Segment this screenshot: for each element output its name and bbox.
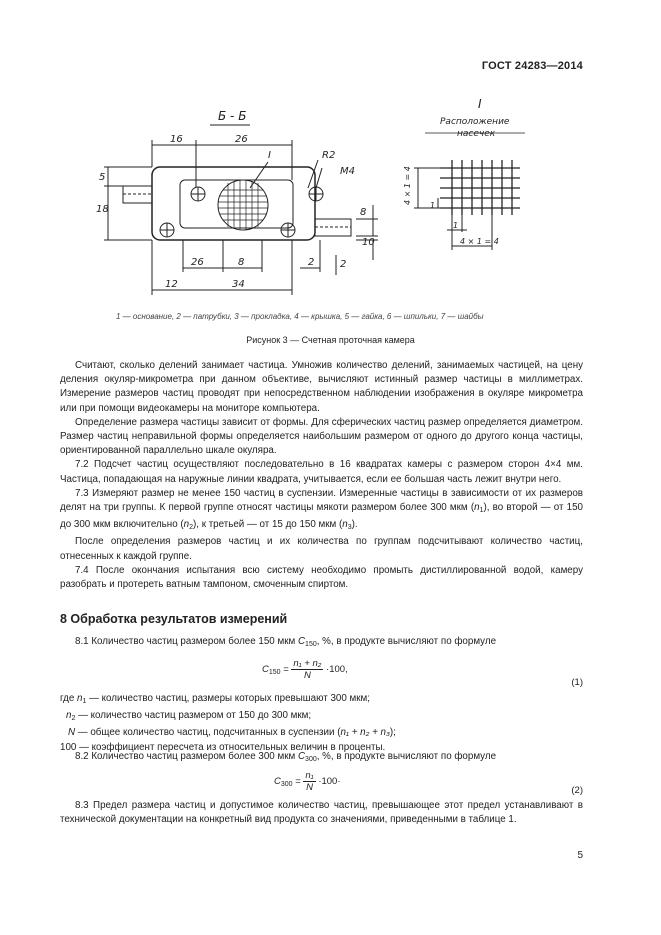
dim-26-bottom: 26 [191, 257, 204, 268]
paragraph-p2: Определение размера частицы зависит от формы. Для сферических частиц размер определяется диаметром. Размер частиц неправильной формы определяется наибольшим размером от одного до другого конца частицы, ориентированной параллельно шкале окуляра. [60, 416, 583, 457]
dim-2b: 2 [340, 259, 347, 270]
paragraph-8-3: 8.3 Предел размера частиц и допустимое количество частиц, превышающее этот предел устанавливают в технической документации на конкретный вид продукта со значениями, приведенными в таблице 1. [60, 800, 583, 826]
dim-1-horizontal: 1 [453, 221, 459, 230]
formula-1: $C_{150}$ = $\frac{\text{n₁ + n₂}}{N}$ ·100, [262, 658, 348, 681]
figure-3-drawing [0, 0, 661, 310]
dim-10: 10 [362, 237, 375, 248]
paragraph-8-2: 8.2 Количество частиц размером более 300 мкм $C_{300}$, %, в продукте вычисляют по формуле [75, 751, 497, 763]
paragraph-p5: После определения размеров частиц и их количества по группам подсчитывают количество частиц, отнесенных к каждой группе. [60, 536, 583, 562]
formula-1-number: (1) [571, 677, 583, 688]
dim-12: 12 [165, 279, 178, 290]
dim-4x1-horizontal: 4 × 1 = 4 [460, 237, 499, 246]
formula-2-number: (2) [571, 785, 583, 796]
formula-1-definitions: где $n_1$ — количество частиц, размеры которых превышают 300 мкм; $n_2$ — количество частиц размером от 150 до 300 мкм; N — общее количество частиц, подсчитанных в суспензии (n₁ + n₂ + n₃); 100 — коэффициент пересчета из относительных величин в проценты. [60, 693, 396, 753]
dim-5: 5 [99, 172, 106, 183]
standard-header: ГОСТ 24283—2014 [481, 60, 583, 72]
figure-legend: 1 — основание, 2 — патрубки, 3 — прокладка, 4 — крышка, 5 — гайка, 6 — шпильки, 7 — шайбы [116, 312, 484, 321]
detail-caption-2: насечек [457, 129, 496, 139]
paragraph-p6: 7.4 После окончания испытания всю систему необходимо промыть дистиллированной водой, камеру разобрать и протереть ватным тампоном, смоченным спиртом. [60, 564, 583, 591]
dim-2a: 2 [308, 257, 315, 268]
paragraph-p1: Считают, сколько делений занимает частица. Умножив количество делений, занимаемых частицей, на цену деления окуляр-микрометра при данном объективе, вычисляют истинный размер частицы в миллиметрах. Измерение размеров частиц проводят при непосредственном наблюдении изображения в окуляре микрометра или при помощи видеокамеры на мониторе компьютера. [60, 360, 583, 414]
dim-26-top: 26 [235, 134, 248, 145]
dim-8-bottom: 8 [238, 257, 245, 268]
chamber-body [152, 167, 315, 240]
section-label: Б - Б [218, 109, 247, 123]
dim-4x1-vertical: 4 × 1 = 4 [403, 166, 412, 205]
dim-M4: M4 [340, 166, 355, 177]
paragraph-8-1: 8.1 Количество частиц размером более 150 мкм $C_{150}$, %, в продукте вычисляют по формуле [75, 636, 497, 648]
counting-cell-circle [218, 180, 268, 230]
formula-2: $C_{300}$ = $\frac{\text{n₁}}{N}$ ·100· [274, 770, 341, 793]
dim-16: 16 [170, 134, 183, 145]
section-8-heading: 8 Обработка результатов измерений [60, 612, 288, 626]
dim-34: 34 [232, 279, 245, 290]
page-number: 5 [577, 850, 583, 861]
paragraph-p4: 7.3 Измеряют размер не менее 150 частиц в суспензии. Измеренные частицы в зависимости от их размеров делят на три группы. К первой группе относят частицы мякоти размером более 300 мкм $(n_1)$, во второй — от 150 до 300 мкм включительно $(n_2)$, к третьей — от 15 до 150 мкм $(n_3)$. [60, 487, 583, 532]
dim-8-right: 8 [360, 207, 367, 218]
paragraph-p3: 7.2 Подсчет частиц осуществляют последовательно в 16 квадратах камеры с размером сторон 4×4 мм. Частица, попадающая на наружные линии квадрата, учитывается, если ее большая часть лежит внутри него. [60, 459, 583, 485]
dim-1-vertical: 1 [430, 201, 436, 210]
notch-grid [440, 160, 520, 215]
detail-caption-1: Расположение [440, 117, 510, 127]
body-text [60, 359, 583, 592]
detail-label: I [478, 97, 482, 111]
left-nozzle [123, 186, 152, 203]
dim-18: 18 [96, 204, 109, 215]
figure-caption: Рисунок 3 — Счетная проточная камера [246, 335, 415, 345]
dim-R2: R2 [322, 150, 336, 161]
dim-detail-I: I [268, 150, 271, 161]
